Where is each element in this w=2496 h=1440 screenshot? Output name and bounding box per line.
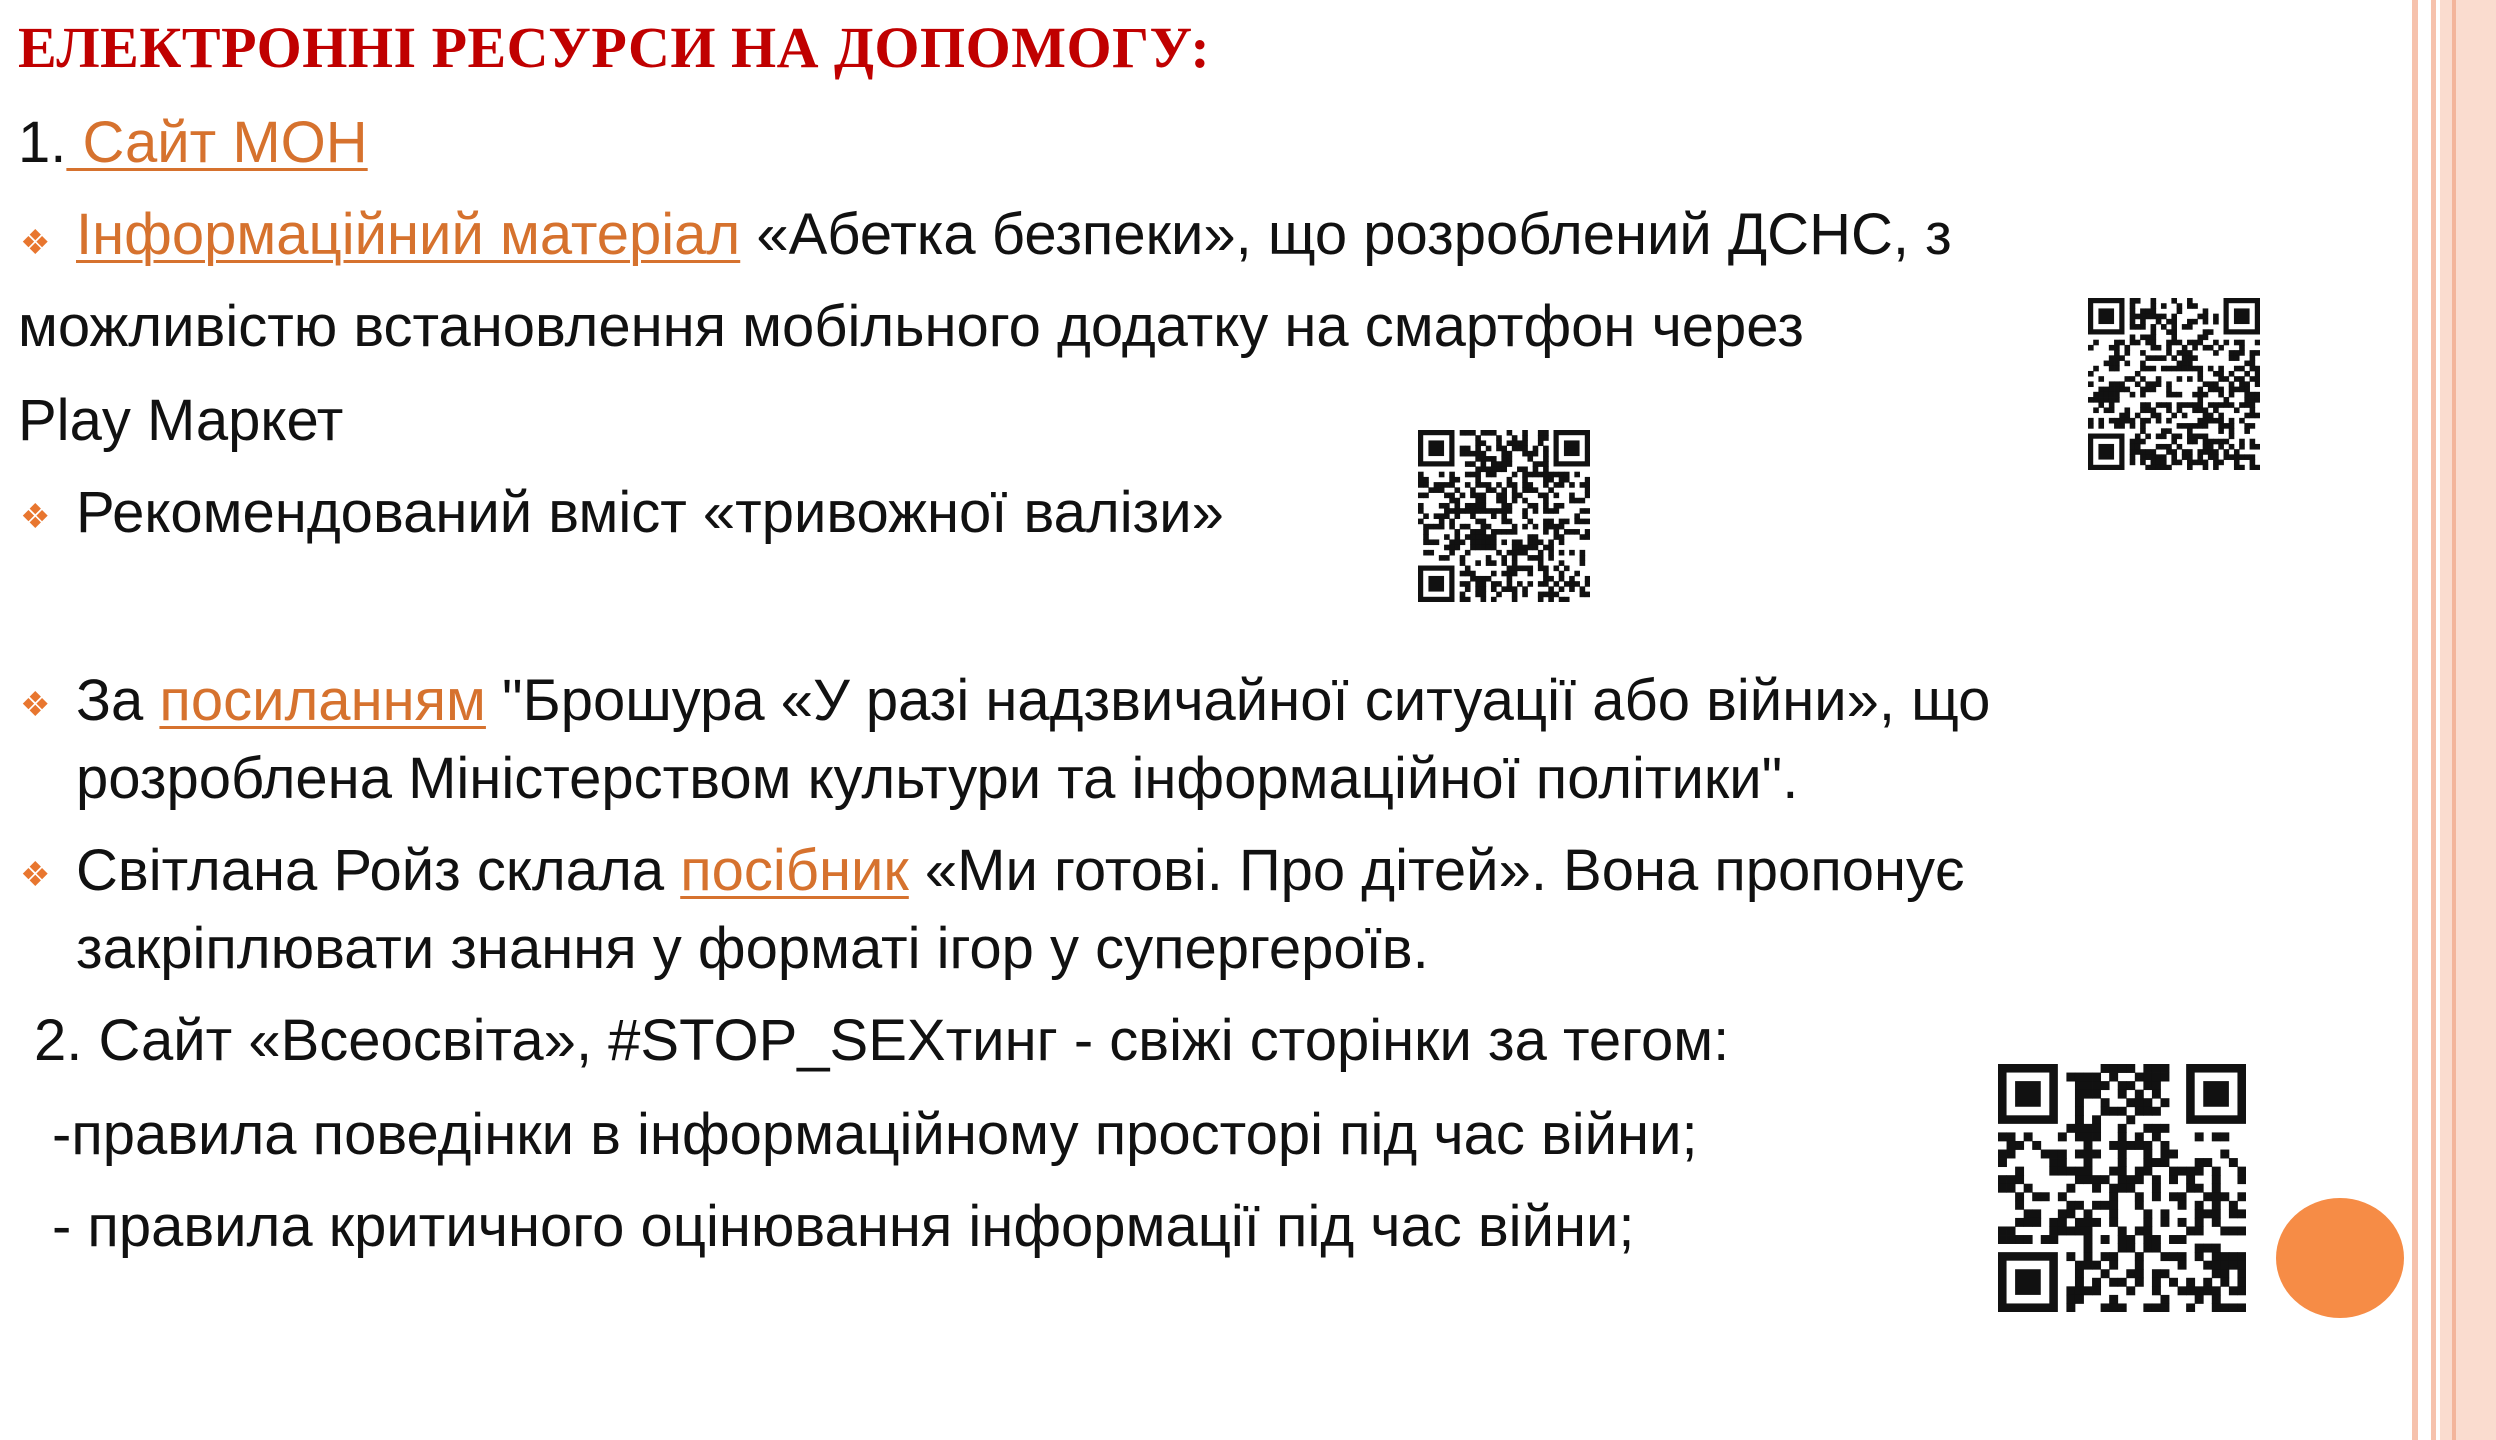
broshura-text: "Брошура «У разі надзвичайної ситуації або війни», що: [485, 668, 1991, 733]
abetka-text: «Абетка безпеки», що розроблений ДСНС, з: [740, 202, 1952, 267]
posibnyk-text: «Ми готові. Про дітей». Вона пропонує: [908, 838, 1965, 903]
abetka-line-3: Play Маркет: [18, 388, 344, 453]
valiza-line: Рекомендований вміст «тривожної валізи»: [76, 480, 1224, 545]
stripe: [2431, 0, 2436, 1440]
stripe: [2440, 0, 2496, 1440]
decorative-stripes: [2400, 0, 2496, 1440]
item-2-sub-2: - правила критичного оцінювання інформації під час війни;: [52, 1194, 1635, 1259]
bullet-icon: ❖: [20, 498, 51, 536]
abetka-line-1: [76, 202, 1952, 267]
decorative-circle: [2276, 1198, 2404, 1318]
bullet-icon: ❖: [20, 856, 51, 894]
qr-code-icon: [1418, 430, 1590, 602]
item-2: 2. Сайт «Всеосвіта», #STOP_SEXтинг - свіжі сторінки за тегом:: [34, 1008, 1730, 1073]
mon-site-link[interactable]: Сайт МОН: [66, 110, 368, 175]
stripe: [2452, 0, 2456, 1440]
broshura-line-2: розроблена Міністерством культури та інформаційної політики".: [76, 746, 1799, 811]
info-material-link[interactable]: Інформаційний матеріал: [76, 202, 741, 267]
stripe: [2412, 0, 2418, 1440]
item-2-sub-1: -правила поведінки в інформаційному просторі під час війни;: [52, 1102, 1698, 1167]
posibnyk-line-2: закріплювати знання у форматі ігор у супергероїв.: [76, 916, 1429, 981]
qr-code-icon: [1998, 1064, 2246, 1312]
posibnyk-link[interactable]: посібник: [680, 838, 909, 903]
broshura-link[interactable]: посиланням: [159, 668, 486, 733]
bullet-icon: ❖: [20, 686, 51, 724]
broshura-prefix: За: [76, 668, 160, 733]
item-1: [18, 110, 368, 175]
qr-code-icon: [2088, 298, 2260, 470]
bullet-icon: ❖: [20, 224, 51, 262]
page-title: ЕЛЕКТРОННІ РЕСУРСИ НА ДОПОМОГУ:: [18, 15, 1211, 80]
posibnyk-line-1: [76, 838, 1965, 903]
abetka-line-2: можливістю встановлення мобільного додатку на смартфон через: [18, 294, 1804, 359]
broshura-line-1: [76, 668, 1991, 733]
item-number: 1.: [18, 110, 67, 175]
posibnyk-prefix: Світлана Ройз склала: [76, 838, 681, 903]
